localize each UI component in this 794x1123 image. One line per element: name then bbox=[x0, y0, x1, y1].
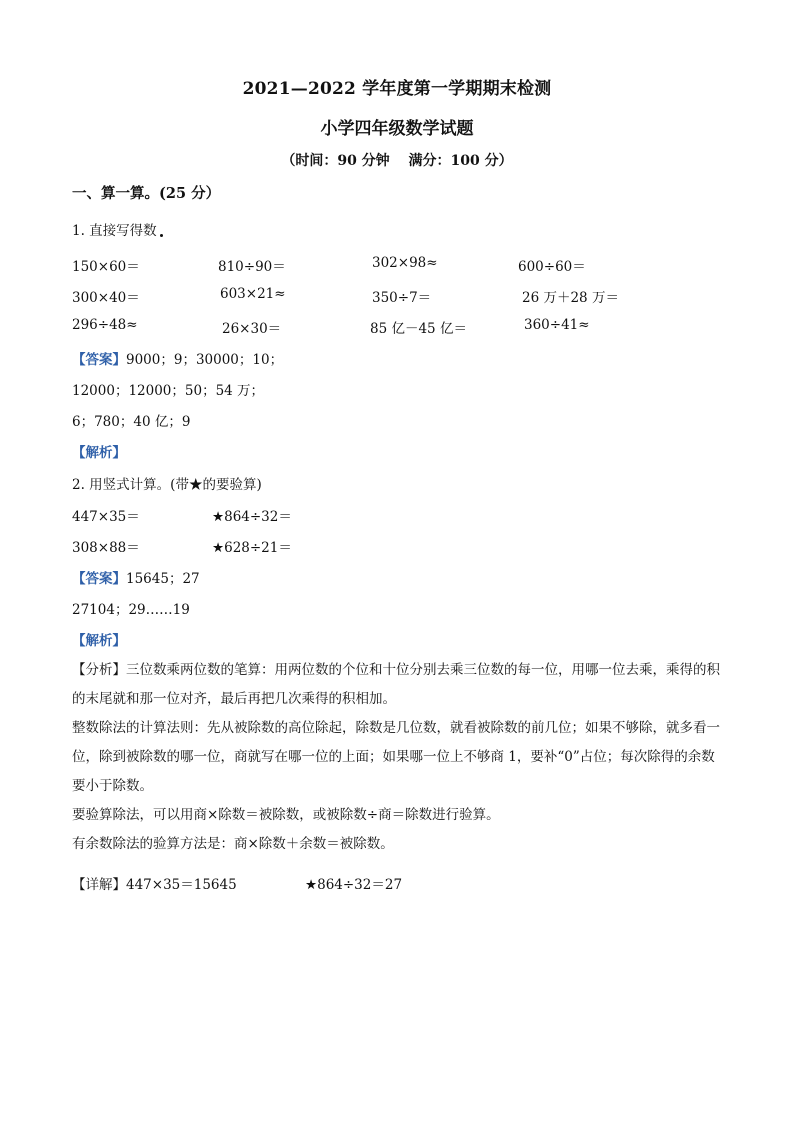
calc-item: 350÷7＝ bbox=[372, 290, 432, 306]
detail-label: 【详解】 bbox=[72, 877, 126, 893]
calc-item: 26 万＋28 万＝ bbox=[522, 290, 619, 306]
analysis-label: 【分析】 bbox=[72, 662, 126, 678]
answer-tag: 【答案】 bbox=[72, 352, 126, 368]
answer-line: 6；780；40 亿；9 bbox=[72, 414, 191, 430]
calc-item: 300×40＝ bbox=[72, 290, 140, 306]
detail-text: ★864÷32＝27 bbox=[305, 877, 403, 893]
answer-text: 9000；9；30000；10； bbox=[126, 352, 284, 368]
analysis-text: 三位数乘两位数的笔算：用两位数的个位和十位分别去乘三位数的每一位，用哪一位去乘，乘得的积的末尾就和那一位对齐，最后再把几次乘得的积相加。 bbox=[72, 662, 720, 707]
dot-mark bbox=[160, 234, 163, 237]
calc-item: 150×60＝ bbox=[72, 259, 140, 275]
calc-item: 308×88＝ bbox=[72, 540, 140, 556]
answer-line: 12000；12000；50；54 万； bbox=[72, 383, 265, 399]
analysis-paragraph: 整数除法的计算法则：先从被除数的高位除起，除数是几位数，就看被除数的前几位；如果不够除，就多看一位，除到被除数的哪一位，商就写在哪一位的上面；如果哪一位上不够商 1，要补“0”占位；每次除得的余数要小于除数。 bbox=[72, 720, 720, 794]
question-2-prompt: 2. 用竖式计算。(带★的要验算) bbox=[72, 477, 262, 493]
calc-item: 603×21≈ bbox=[220, 286, 286, 302]
analysis-paragraph bbox=[72, 656, 724, 714]
answer-text: 15645；27 bbox=[126, 571, 200, 587]
calc-item: 447×35＝ bbox=[72, 509, 140, 525]
detail-line bbox=[72, 873, 237, 893]
calc-item: 85 亿－45 亿＝ bbox=[370, 321, 467, 337]
calc-item: ★628÷21＝ bbox=[212, 540, 292, 556]
exam-title: 2021—2022 学年度第一学期期末检测 bbox=[242, 79, 552, 99]
detail-text: 447×35＝15645 bbox=[126, 877, 237, 893]
calc-item: 810÷90＝ bbox=[218, 259, 286, 275]
calc-item: 600÷60＝ bbox=[518, 259, 586, 275]
calc-item: 302×98≈ bbox=[372, 255, 438, 271]
answer-tag: 【答案】 bbox=[72, 571, 126, 587]
analysis-tag: 【解析】 bbox=[72, 445, 126, 461]
question-1-text: 1. 直接写得数 bbox=[72, 223, 157, 239]
answer-line bbox=[72, 567, 200, 587]
calc-item: ★864÷32＝ bbox=[212, 509, 292, 525]
analysis-tag: 【解析】 bbox=[72, 633, 126, 649]
calc-item: 360÷41≈ bbox=[524, 317, 590, 333]
exam-meta: （时间：90 分钟 满分：100 分） bbox=[281, 153, 513, 169]
calc-item: 296÷48≈ bbox=[72, 317, 138, 333]
section-heading: 一、算一算。(25 分） bbox=[72, 185, 221, 202]
calc-item: 26×30＝ bbox=[222, 321, 282, 337]
exam-subtitle: 小学四年级数学试题 bbox=[320, 119, 474, 139]
analysis-paragraph: 要验算除法，可以用商×除数＝被除数，或被除数÷商＝除数进行验算。 bbox=[72, 807, 500, 823]
answer-line: 27104；29……19 bbox=[72, 602, 190, 618]
question-1-prompt bbox=[72, 219, 163, 239]
answer-line bbox=[72, 348, 283, 368]
analysis-paragraph: 有余数除法的验算方法是：商×除数＋余数＝被除数。 bbox=[72, 836, 394, 852]
